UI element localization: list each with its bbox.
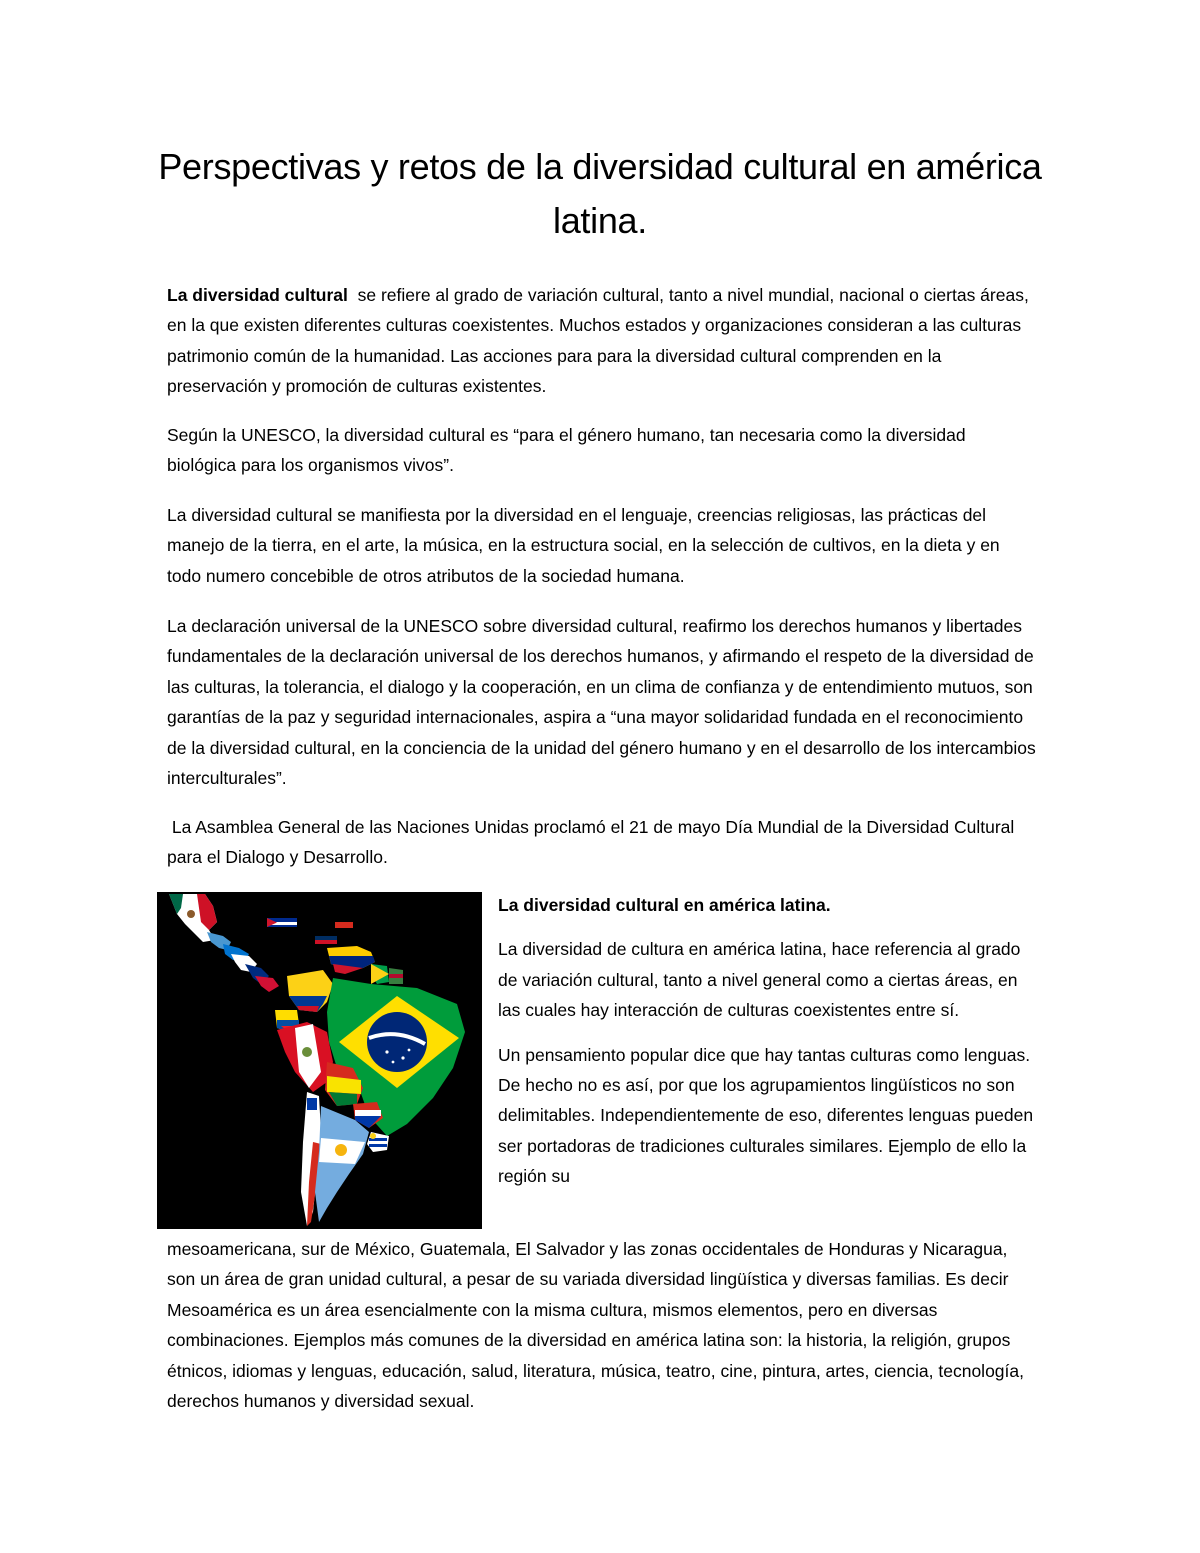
map-illustration <box>157 892 482 1229</box>
document-title: Perspectivas y retos de la diversidad cultural en américa latina. <box>158 146 1042 241</box>
paragraph-5 <box>167 812 1037 873</box>
paragraph-4 <box>167 611 1037 793</box>
paragraph-1-lead: La diversidad cultural <box>167 285 348 305</box>
paragraph-7-text: Un pensamiento popular dice que hay tantas culturas como lenguas. De hecho no es así, por que los agrupamientos lingüísticos no son delimitables. Independientemente de eso, diferentes lenguas pueden ser portadoras de tradiciones culturales similares. Ejemplo de ello la región su <box>498 1044 1034 1187</box>
section-heading: La diversidad cultural en américa latina. <box>498 895 831 915</box>
paragraph-5-text: La Asamblea General de las Naciones Unidas proclamó el 21 de mayo Día Mundial de la Diversidad Cultural para el Dialogo y Desarrollo. <box>167 817 1020 868</box>
paragraph-3-text: La diversidad cultural se manifiesta por la diversidad en el lenguaje, creencias religiosas, las prácticas del manejo de la tierra, en el arte, la música, en la estructura social, en la selección de cultivos, en la dieta y en todo numero concebible de otros atributos de la sociedad humana. <box>167 505 1000 586</box>
paragraph-7-continued-text: mesoamericana, sur de México, Guatemala, El Salvador y las zonas occidentales de Honduras y Nicaragua, son un área de gran unidad cultural, a pesar de su variada diversidad lingüística y diversas familias. Es decir Mesoamérica es un área esencialmente con la misma cultura, mismos elementos, pero en diversas combinaciones. Ejemplos más comunes de la diversidad en américa latina son: la historia, la religión, grupos étnicos, idiomas y lenguas, educación, salud, literatura, música, teatro, cine, pintura, artes, ciencia, tecnología, derechos humanos y diversidad sexual. <box>167 1239 1024 1412</box>
paragraph-1-text: se refiere al grado de variación cultural, tanto a nivel mundial, nacional o ciertas áreas, en la que existen diferentes culturas coexistentes. Muchos estados y organizaciones consideran a las culturas patrimonio común de la humanidad. Las acciones para para la diversidad cultural comprenden en la preservación y promoción de culturas existentes. <box>167 285 1034 397</box>
paragraph-6-text: La diversidad de cultura en américa latina, hace referencia al grado de variación cultural, tanto a nivel general como a ciertas áreas, en las cuales hay interacción de culturas coexistentes entre sí. <box>498 939 1021 1021</box>
paragraph-2-text: Según la UNESCO, la diversidad cultural es “para el género humano, tan necesaria como la diversidad biológica para los organismos vivos”. <box>167 425 966 476</box>
paragraph-2 <box>167 420 1037 481</box>
paragraph-3 <box>167 500 1037 591</box>
paragraph-4-text: La declaración universal de la UNESCO sobre diversidad cultural, reafirmo los derechos humanos y libertades fundamentales de la declaración universal de los derechos humanos, y afirmando el respeto de la diversidad de las culturas, la tolerancia, el dialogo y la cooperación, en un clima de confianza y de entendimiento mutuos, son garantías de la paz y seguridad internacionales, aspira a “una mayor solidaridad fundada en el reconocimiento de la diversidad cultural, en la conciencia de la unidad del género humano y en el desarrollo de los intercambios interculturales”. <box>167 616 1036 789</box>
latin-america-flags-map-image <box>157 892 482 1229</box>
paragraph-7-continued <box>167 1234 1037 1416</box>
paragraph-1 <box>167 280 1037 402</box>
section-latin-america <box>498 890 1043 1192</box>
